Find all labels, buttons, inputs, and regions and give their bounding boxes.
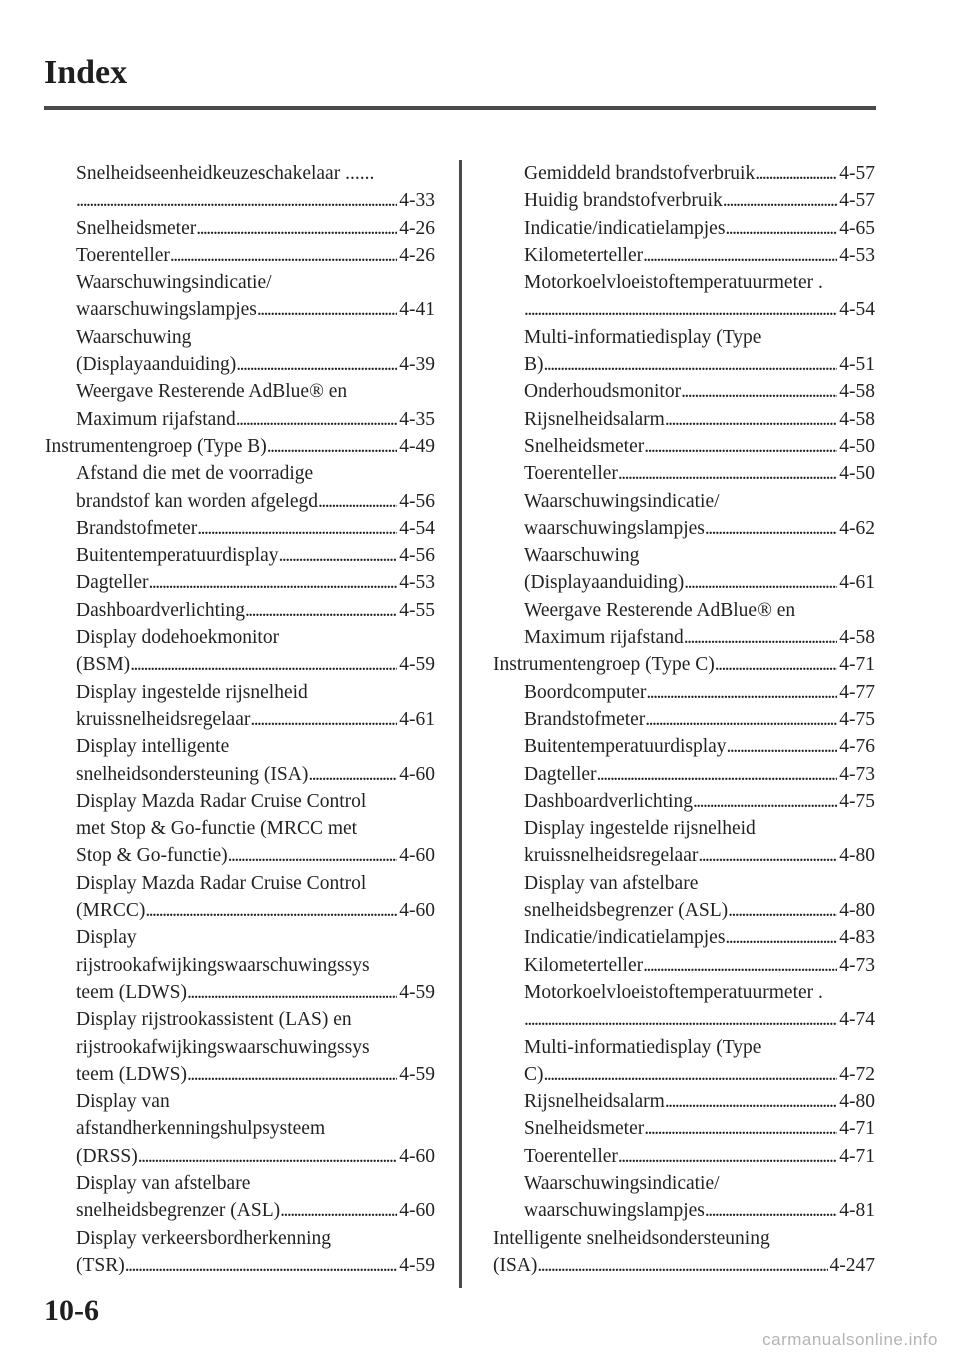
dot-leader bbox=[197, 515, 397, 542]
entry-page-ref: 4-54 bbox=[399, 517, 435, 539]
index-entry bbox=[45, 215, 435, 242]
entry-text: Dashboardverlichting bbox=[76, 599, 245, 621]
index-entry bbox=[493, 515, 875, 542]
index-entry bbox=[45, 160, 435, 187]
index-entry bbox=[493, 215, 875, 242]
dot-leader bbox=[544, 351, 838, 378]
index-column-left bbox=[45, 160, 435, 1279]
column-divider bbox=[459, 160, 462, 1288]
entry-text: Weergave Resterende AdBlue® en bbox=[76, 381, 348, 403]
index-entry bbox=[45, 815, 435, 842]
index-entry bbox=[493, 460, 875, 487]
entry-page-ref: 4-35 bbox=[399, 408, 435, 430]
index-entry bbox=[45, 597, 435, 624]
dot-leader bbox=[280, 1197, 397, 1224]
dot-leader bbox=[643, 952, 837, 979]
entry-text: Multi-informatiedisplay (Type bbox=[524, 326, 762, 348]
entry-page-ref: 4-59 bbox=[399, 981, 435, 1003]
index-entry bbox=[45, 1252, 435, 1279]
index-entry bbox=[493, 979, 875, 1006]
entry-text: Brandstofmeter bbox=[76, 517, 198, 539]
index-entry bbox=[493, 1225, 875, 1252]
entry-text: Display rijstrookassistent (LAS) en bbox=[76, 1009, 352, 1031]
entry-text: Gemiddeld brandstofverbruik bbox=[524, 163, 756, 184]
entry-page-ref: 4-62 bbox=[839, 517, 875, 539]
index-entry bbox=[493, 1197, 875, 1224]
entry-page-ref: 4-56 bbox=[399, 545, 435, 567]
entry-text: Toerenteller bbox=[524, 463, 618, 485]
index-entry bbox=[45, 733, 435, 760]
entry-page-ref: 4-65 bbox=[839, 217, 875, 239]
index-entry bbox=[45, 542, 435, 569]
entry-text: Maximum rijafstand bbox=[524, 627, 684, 649]
index-entry bbox=[45, 1061, 435, 1088]
dot-leader bbox=[665, 1088, 837, 1115]
entry-text: teem (LDWS) bbox=[76, 1063, 188, 1085]
entry-text: Display van afstelbare bbox=[76, 1172, 251, 1194]
entry-page-ref: 4-51 bbox=[839, 354, 875, 376]
entry-text: Rijsnelheidsalarm bbox=[524, 408, 665, 430]
entry-page-ref: 4-61 bbox=[399, 708, 435, 730]
dot-leader bbox=[644, 433, 837, 460]
entry-text: Dashboardverlichting bbox=[524, 790, 693, 812]
entry-text: waarschuwingslampjes bbox=[524, 517, 705, 539]
entry-page-ref: 4-74 bbox=[839, 1009, 875, 1031]
entry-text: snelheidsbegrenzer (ASL) bbox=[76, 1200, 281, 1222]
entry-text: Snelheidseenheidkeuzeschakelaar ...... bbox=[76, 163, 375, 184]
dot-leader bbox=[698, 842, 837, 869]
entry-text: Instrumentengroep (Type B) bbox=[45, 435, 267, 457]
index-entry bbox=[45, 1034, 435, 1061]
index-entry bbox=[45, 324, 435, 351]
entry-text: (DRSS) bbox=[76, 1145, 138, 1167]
dot-leader bbox=[755, 160, 837, 187]
entry-page-ref: 4-55 bbox=[399, 599, 435, 621]
index-entry bbox=[45, 979, 435, 1006]
entry-page-ref: 4-60 bbox=[399, 900, 435, 922]
index-entry bbox=[493, 269, 875, 296]
entry-text: Buitentemperatuurdisplay bbox=[524, 736, 727, 758]
dot-leader bbox=[187, 1061, 397, 1088]
index-entry bbox=[493, 1143, 875, 1170]
index-entry bbox=[45, 351, 435, 378]
entry-text: Afstand die met de voorradige bbox=[76, 463, 314, 485]
dot-leader bbox=[727, 733, 838, 760]
entry-page-ref: 4-33 bbox=[399, 190, 435, 212]
entry-page-ref: 4-49 bbox=[399, 435, 435, 457]
entry-page-ref: 4-41 bbox=[399, 299, 435, 321]
entry-text: afstandherkenningshulpsysteem bbox=[76, 1118, 326, 1140]
index-entry bbox=[493, 924, 875, 951]
entry-text: Indicatie/indicatielampjes bbox=[524, 217, 726, 239]
entry-text: (Displayaanduiding) bbox=[76, 354, 237, 376]
entry-text: B) bbox=[524, 354, 544, 376]
index-entry bbox=[45, 952, 435, 979]
dot-leader bbox=[125, 1252, 398, 1279]
index-entry bbox=[493, 651, 875, 678]
index-entry bbox=[493, 897, 875, 924]
entry-text: Display van bbox=[76, 1091, 170, 1113]
index-entry bbox=[493, 1034, 875, 1061]
entry-page-ref: 4-81 bbox=[839, 1200, 875, 1222]
index-entry bbox=[45, 1170, 435, 1197]
index-entry bbox=[45, 488, 435, 515]
entry-text: (ISA) bbox=[493, 1254, 538, 1276]
entry-text: Brandstofmeter bbox=[524, 708, 646, 730]
entry-text: Motorkoelvloeistoftemperatuurmeter . bbox=[524, 272, 823, 294]
entry-text: Toerenteller bbox=[524, 1145, 618, 1167]
index-entry bbox=[45, 924, 435, 951]
index-entry bbox=[493, 1252, 875, 1279]
dot-leader bbox=[250, 706, 397, 733]
entry-text: (Displayaanduiding) bbox=[524, 572, 685, 594]
entry-page-ref: 4-71 bbox=[839, 1145, 875, 1167]
dot-leader bbox=[170, 242, 397, 269]
entry-text: Waarschuwing bbox=[524, 545, 640, 567]
index-entry bbox=[45, 761, 435, 788]
entry-text: Stop & Go-functie) bbox=[76, 845, 228, 867]
entry-text: waarschuwingslampjes bbox=[76, 299, 257, 321]
index-entry bbox=[45, 1006, 435, 1033]
entry-page-ref: 4-58 bbox=[839, 381, 875, 403]
dot-leader bbox=[524, 1006, 837, 1033]
entry-page-ref: 4-71 bbox=[839, 654, 875, 676]
dot-leader bbox=[693, 788, 837, 815]
dot-leader bbox=[618, 460, 837, 487]
entry-text: Waarschuwing bbox=[76, 326, 192, 348]
dot-leader bbox=[705, 1197, 837, 1224]
index-entry bbox=[493, 242, 875, 269]
entry-page-ref: 4-75 bbox=[839, 790, 875, 812]
entry-page-ref: 4-58 bbox=[839, 627, 875, 649]
entry-text: rijstrookafwijkingswaarschuwingssys bbox=[76, 954, 370, 976]
entry-page-ref: 4-50 bbox=[839, 463, 875, 485]
dot-leader bbox=[665, 406, 837, 433]
entry-page-ref: 4-72 bbox=[839, 1063, 875, 1085]
entry-page-ref: 4-59 bbox=[399, 1254, 435, 1276]
entry-text: snelheidsbegrenzer (ASL) bbox=[524, 900, 729, 922]
dot-leader bbox=[308, 761, 397, 788]
dot-leader bbox=[684, 569, 837, 596]
entry-text: Display intelligente bbox=[76, 736, 230, 758]
entry-page-ref: 4-54 bbox=[839, 299, 875, 321]
entry-page-ref: 4-71 bbox=[839, 1118, 875, 1140]
index-entry bbox=[45, 1225, 435, 1252]
entry-text: Display ingestelde rijsnelheid bbox=[524, 818, 756, 840]
entry-text: snelheidsondersteuning (ISA) bbox=[76, 763, 309, 785]
index-entry bbox=[493, 842, 875, 869]
dot-leader bbox=[138, 1143, 397, 1170]
entry-page-ref: 4-53 bbox=[399, 572, 435, 594]
index-entry bbox=[45, 569, 435, 596]
entry-page-ref: 4-59 bbox=[399, 654, 435, 676]
dot-leader bbox=[597, 761, 838, 788]
watermark: carmanualsonline.info bbox=[762, 1330, 938, 1349]
dot-leader bbox=[645, 706, 837, 733]
dot-leader bbox=[267, 433, 398, 460]
index-entry bbox=[45, 269, 435, 296]
entry-text: Display Mazda Radar Cruise Control bbox=[76, 872, 367, 894]
entry-page-ref: 4-76 bbox=[839, 736, 875, 758]
entry-text: Display ingestelde rijsnelheid bbox=[76, 681, 308, 703]
index-entry bbox=[45, 378, 435, 405]
index-entry bbox=[493, 1115, 875, 1142]
dot-leader bbox=[643, 242, 837, 269]
dot-leader bbox=[681, 378, 837, 405]
index-entry bbox=[493, 378, 875, 405]
index-entry bbox=[493, 569, 875, 596]
entry-text: Snelheidsmeter bbox=[524, 435, 645, 457]
dot-leader bbox=[725, 215, 837, 242]
dot-leader bbox=[236, 351, 397, 378]
entry-page-ref: 4-80 bbox=[839, 1091, 875, 1113]
index-entry bbox=[493, 1006, 875, 1033]
index-entry bbox=[493, 597, 875, 624]
entry-page-ref: 4-247 bbox=[829, 1254, 875, 1276]
entry-page-ref: 4-53 bbox=[839, 244, 875, 266]
dot-leader bbox=[524, 296, 837, 323]
entry-text: Multi-informatiedisplay (Type bbox=[524, 1036, 762, 1058]
entry-page-ref: 4-73 bbox=[839, 763, 875, 785]
entry-text: Motorkoelvloeistoftemperatuurmeter . bbox=[524, 981, 823, 1003]
header-rule bbox=[44, 106, 876, 110]
dot-leader bbox=[318, 488, 397, 515]
dot-leader bbox=[149, 569, 398, 596]
entry-text: brandstof kan worden afgelegd bbox=[76, 490, 319, 512]
entry-text: (MRCC) bbox=[76, 900, 146, 922]
entry-text: Display dodehoekmonitor bbox=[76, 627, 280, 649]
entry-text: kruissnelheidsregelaar bbox=[76, 708, 251, 730]
entry-page-ref: 4-80 bbox=[839, 900, 875, 922]
entry-page-ref: 4-60 bbox=[399, 1145, 435, 1167]
dot-leader bbox=[728, 897, 837, 924]
index-entry bbox=[493, 296, 875, 323]
entry-text: teem (LDWS) bbox=[76, 981, 188, 1003]
entry-text: met Stop & Go-functie (MRCC met bbox=[76, 818, 358, 840]
dot-leader bbox=[705, 515, 837, 542]
entry-text: Kilometerteller bbox=[524, 954, 644, 976]
entry-page-ref: 4-60 bbox=[399, 763, 435, 785]
entry-text: Dagteller bbox=[524, 763, 597, 785]
entry-text: Display van afstelbare bbox=[524, 872, 699, 894]
entry-page-ref: 4-58 bbox=[839, 408, 875, 430]
index-entry bbox=[45, 296, 435, 323]
dot-leader bbox=[279, 542, 398, 569]
entry-text: rijstrookafwijkingswaarschuwingssys bbox=[76, 1036, 370, 1058]
index-entry bbox=[493, 542, 875, 569]
dot-leader bbox=[644, 1115, 837, 1142]
entry-text: Dagteller bbox=[76, 572, 149, 594]
entry-page-ref: 4-60 bbox=[399, 845, 435, 867]
dot-leader bbox=[715, 651, 838, 678]
index-entry bbox=[45, 1115, 435, 1142]
dot-leader bbox=[228, 842, 398, 869]
entry-text: Display Mazda Radar Cruise Control bbox=[76, 790, 367, 812]
dot-leader bbox=[723, 187, 837, 214]
index-entry bbox=[45, 679, 435, 706]
entry-text: Indicatie/indicatielampjes bbox=[524, 927, 726, 949]
index-entry bbox=[45, 242, 435, 269]
entry-text: waarschuwingslampjes bbox=[524, 1200, 705, 1222]
entry-page-ref: 4-26 bbox=[399, 217, 435, 239]
entry-page-ref: 4-75 bbox=[839, 708, 875, 730]
entry-text: Rijsnelheidsalarm bbox=[524, 1091, 665, 1113]
entry-page-ref: 4-77 bbox=[839, 681, 875, 703]
index-entry bbox=[45, 406, 435, 433]
entry-text: C) bbox=[524, 1063, 544, 1085]
index-entry bbox=[493, 1170, 875, 1197]
index-entry bbox=[45, 706, 435, 733]
index-entry bbox=[45, 460, 435, 487]
dot-leader bbox=[537, 1252, 827, 1279]
index-entry bbox=[45, 1197, 435, 1224]
entry-text: Instrumentengroep (Type C) bbox=[493, 654, 715, 676]
index-column-right bbox=[493, 160, 875, 1279]
entry-text: (BSM) bbox=[76, 654, 131, 676]
index-entry bbox=[45, 897, 435, 924]
dot-leader bbox=[236, 406, 397, 433]
dot-leader bbox=[196, 215, 397, 242]
dot-leader bbox=[618, 1143, 837, 1170]
entry-page-ref: 4-57 bbox=[839, 163, 875, 184]
index-entry bbox=[45, 870, 435, 897]
entry-page-ref: 4-73 bbox=[839, 954, 875, 976]
index-entry bbox=[493, 870, 875, 897]
index-entry bbox=[493, 761, 875, 788]
index-entry bbox=[493, 433, 875, 460]
dot-leader bbox=[245, 597, 397, 624]
entry-text: Boordcomputer bbox=[524, 681, 647, 703]
dot-leader bbox=[257, 296, 397, 323]
index-entry bbox=[45, 651, 435, 678]
entry-text: Waarschuwingsindicatie/ bbox=[76, 272, 272, 294]
index-entry bbox=[493, 187, 875, 214]
entry-page-ref: 4-39 bbox=[399, 354, 435, 376]
index-entry bbox=[493, 488, 875, 515]
entry-page-ref: 4-50 bbox=[839, 435, 875, 457]
index-entry bbox=[45, 1143, 435, 1170]
entry-page-ref: 4-56 bbox=[399, 490, 435, 512]
page-number: 10-6 bbox=[44, 1294, 99, 1327]
index-entry bbox=[493, 952, 875, 979]
index-entry bbox=[45, 1088, 435, 1115]
entry-text: Waarschuwingsindicatie/ bbox=[524, 1172, 720, 1194]
index-entry bbox=[493, 351, 875, 378]
index-entry bbox=[45, 788, 435, 815]
entry-page-ref: 4-26 bbox=[399, 244, 435, 266]
entry-page-ref: 4-59 bbox=[399, 1063, 435, 1085]
index-entry bbox=[493, 706, 875, 733]
entry-text: Snelheidsmeter bbox=[524, 1118, 645, 1140]
dot-leader bbox=[76, 187, 397, 214]
index-entry bbox=[493, 788, 875, 815]
entry-page-ref: 4-61 bbox=[839, 572, 875, 594]
entry-text: (TSR) bbox=[76, 1254, 125, 1276]
index-entry bbox=[493, 406, 875, 433]
dot-leader bbox=[187, 979, 397, 1006]
entry-text: Toerenteller bbox=[76, 244, 170, 266]
entry-page-ref: 4-80 bbox=[839, 845, 875, 867]
section-title: Index bbox=[44, 54, 128, 91]
dot-leader bbox=[646, 679, 837, 706]
dot-leader bbox=[544, 1061, 838, 1088]
dot-leader bbox=[684, 624, 837, 651]
index-entry bbox=[493, 160, 875, 187]
entry-text: Maximum rijafstand bbox=[76, 408, 236, 430]
entry-text: Onderhoudsmonitor bbox=[524, 381, 682, 403]
dot-leader bbox=[130, 651, 397, 678]
entry-text: Display verkeersbordherkenning bbox=[76, 1227, 332, 1249]
index-entry bbox=[493, 679, 875, 706]
entry-text: Waarschuwingsindicatie/ bbox=[524, 490, 720, 512]
index-entry bbox=[45, 842, 435, 869]
entry-text: Buitentemperatuurdisplay bbox=[76, 545, 279, 567]
entry-page-ref: 4-57 bbox=[839, 190, 875, 212]
entry-page-ref: 4-83 bbox=[839, 927, 875, 949]
index-entry bbox=[45, 624, 435, 651]
dot-leader bbox=[725, 924, 837, 951]
entry-text: Snelheidsmeter bbox=[76, 217, 197, 239]
entry-text: Weergave Resterende AdBlue® en bbox=[524, 599, 796, 621]
entry-text: kruissnelheidsregelaar bbox=[524, 845, 699, 867]
index-entry bbox=[493, 815, 875, 842]
index-entry bbox=[45, 187, 435, 214]
entry-text: Huidig brandstofverbruik bbox=[524, 190, 723, 212]
dot-leader bbox=[145, 897, 397, 924]
index-entry bbox=[45, 433, 435, 460]
entry-page-ref: 4-60 bbox=[399, 1200, 435, 1222]
index-entry bbox=[493, 1088, 875, 1115]
index-entry bbox=[493, 324, 875, 351]
entry-text: Kilometerteller bbox=[524, 244, 644, 266]
index-entry bbox=[493, 624, 875, 651]
index-entry bbox=[493, 1061, 875, 1088]
index-entry bbox=[45, 515, 435, 542]
entry-text: Intelligente snelheidsondersteuning bbox=[493, 1227, 770, 1249]
index-entry bbox=[493, 733, 875, 760]
entry-text: Display bbox=[76, 927, 137, 949]
